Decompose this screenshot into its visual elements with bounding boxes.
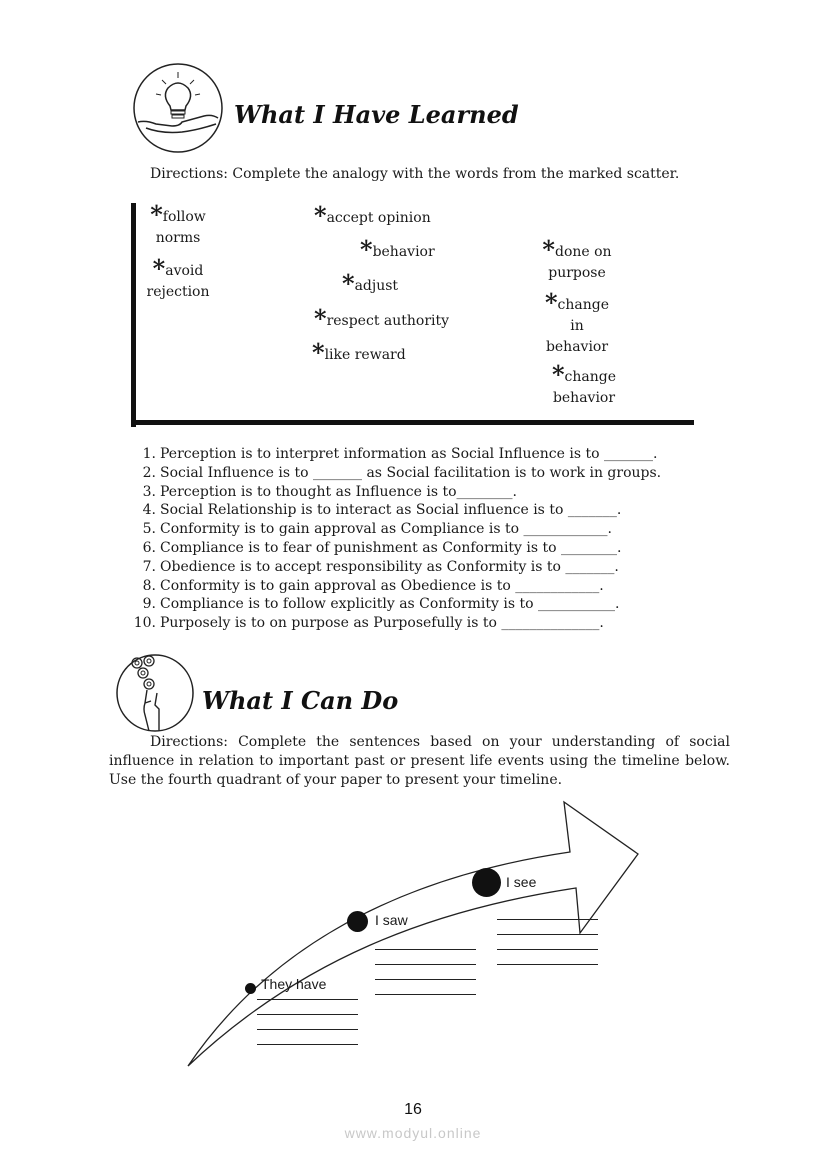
scatter-word-like-reward: *like reward <box>312 338 406 367</box>
analogy-item: 9. Compliance is to follow explicitly as Conformity is to ___________. <box>142 596 620 613</box>
write-line[interactable] <box>375 949 476 950</box>
scatter-word-adjust: *adjust <box>342 269 399 298</box>
write-line[interactable] <box>257 1044 358 1045</box>
analogy-item: 2. Social Influence is to _______ as Social facilitation is to work in groups. <box>142 464 662 481</box>
lightbulb-hand-icon <box>132 62 224 154</box>
directions-analogy: Directions: Complete the analogy with the words from the marked scatter. <box>150 166 680 182</box>
scatter-word-change-in-behavior: *change in behavior <box>544 288 610 355</box>
write-line[interactable] <box>497 919 598 920</box>
hand-gears-icon <box>115 653 195 733</box>
write-line[interactable] <box>257 999 358 1000</box>
page-number: 16 <box>404 1101 422 1118</box>
write-line[interactable] <box>375 964 476 965</box>
scatter-word-accept-opinion: *accept opinion <box>314 201 431 230</box>
scatter-word-behavior: *behavior <box>360 235 435 264</box>
timeline-label-i-saw: I saw <box>375 912 408 928</box>
write-line[interactable] <box>497 949 598 950</box>
analogy-item: 6. Compliance is to fear of punishment as Conformity is to ________. <box>142 539 622 556</box>
scatter-word-avoid-rejection: *avoid rejection <box>146 254 210 300</box>
scatter-word-respect-authority: *respect authority <box>314 304 450 333</box>
write-line[interactable] <box>375 994 476 995</box>
timeline-dot-2 <box>347 911 368 932</box>
watermark: www.modyul.online <box>344 1125 482 1141</box>
timeline-dot-1 <box>245 983 256 994</box>
section-title-what-i-have-learned: What I Have Learned <box>234 100 519 129</box>
analogy-list <box>133 445 662 633</box>
analogy-item: 10. Purposely is to on purpose as Purposefully is to ______________. <box>133 615 604 632</box>
scatter-word-follow-norms: *follow norms <box>150 200 206 246</box>
write-line[interactable] <box>497 964 598 965</box>
scatter-axis-vertical <box>131 203 136 427</box>
directions-timeline: Directions: Complete the sentences based on your understanding of social influence in relation to important past or present life events using the timeline below. Use the fourth quadrant of your paper to present your timeline. <box>109 734 730 788</box>
timeline-label-they-have: They have <box>261 976 327 992</box>
write-line[interactable] <box>257 1029 358 1030</box>
analogy-item: 4. Social Relationship is to interact as Social influence is to _______. <box>142 502 622 519</box>
timeline-arrow <box>180 800 650 1070</box>
analogy-item: 1. Perception is to interpret information as Social Influence is to _______. <box>142 446 658 462</box>
write-line[interactable] <box>375 979 476 980</box>
analogy-item: 5. Conformity is to gain approval as Compliance is to ____________. <box>142 521 612 538</box>
section-title-what-i-can-do: What I Can Do <box>202 686 399 715</box>
timeline-label-i-see: I see <box>506 874 537 890</box>
analogy-item: 3. Perception is to thought as Influence is to________. <box>142 483 517 500</box>
scatter-axis-horizontal <box>131 420 694 425</box>
write-line[interactable] <box>257 1014 358 1015</box>
scatter-word-done-on-purpose: *done on purpose <box>542 235 612 281</box>
write-line[interactable] <box>497 934 598 935</box>
scatter-word-change-behavior: *change behavior <box>551 360 617 406</box>
timeline-dot-3 <box>472 868 501 897</box>
analogy-item: 8. Conformity is to gain approval as Obedience is to ____________. <box>142 577 604 594</box>
analogy-item: 7. Obedience is to accept responsibility as Conformity is to _______. <box>142 558 619 575</box>
